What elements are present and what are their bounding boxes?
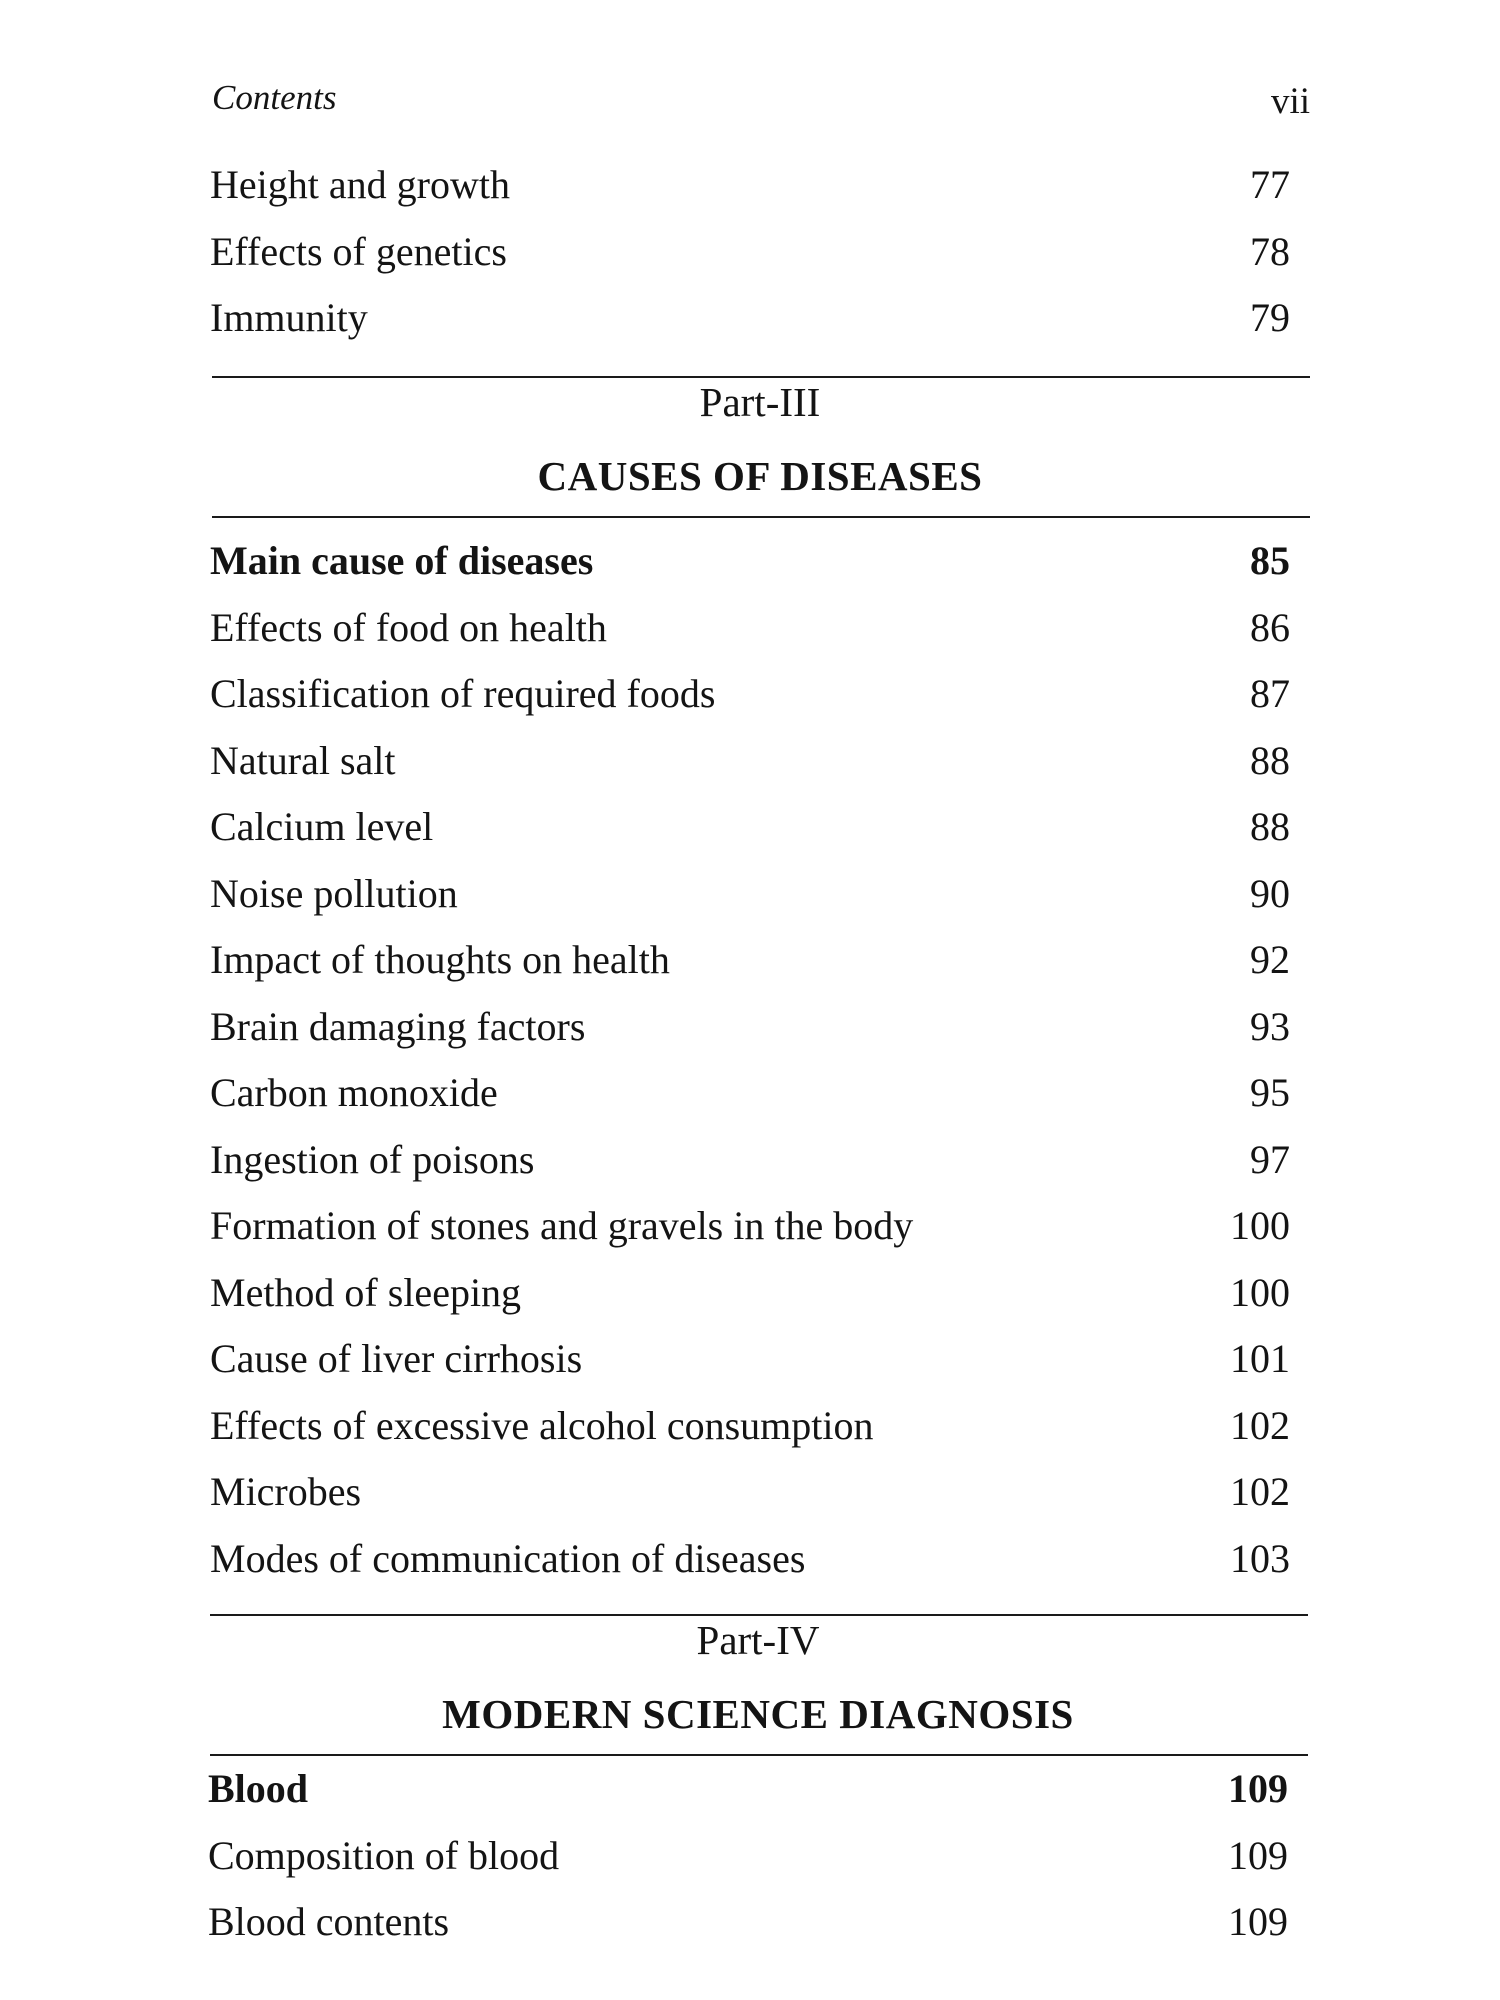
toc-entry <box>210 728 1290 795</box>
toc-entry-label: Microbes <box>210 1469 362 1514</box>
toc-entry-label: Blood contents <box>208 1899 450 1944</box>
toc-entry <box>210 794 1290 861</box>
toc-entry-label: Impact of thoughts on health <box>210 937 670 982</box>
toc-entry <box>208 1889 1288 1956</box>
toc-section-part4 <box>208 1756 1288 1956</box>
toc-entry-label: Main cause of diseases <box>210 538 594 583</box>
toc-entry-page: 100 <box>1230 1269 1290 1315</box>
toc-entry <box>210 1459 1290 1526</box>
toc-entry-page: 100 <box>1230 1203 1290 1248</box>
divider-rule <box>212 516 1310 518</box>
toc-entry <box>208 1756 1288 1823</box>
toc-entry-page: 109 <box>1228 1832 1288 1878</box>
toc-entry-page: 109 <box>1228 1766 1288 1811</box>
toc-entry-page: 103 <box>1230 1535 1290 1581</box>
toc-entry-page: 87 <box>1250 671 1290 716</box>
toc-section-part3 <box>210 528 1290 1592</box>
toc-entry-label: Effects of genetics <box>210 228 507 274</box>
toc-entry-page: 88 <box>1250 737 1290 783</box>
toc-entry-page: 85 <box>1250 538 1290 583</box>
toc-entry-label: Natural salt <box>210 737 396 783</box>
toc-entry <box>210 1127 1290 1194</box>
toc-entry-label: Effects of food on health <box>210 604 607 650</box>
toc-entry-label: Composition of blood <box>208 1832 560 1878</box>
toc-entry <box>210 1260 1290 1327</box>
toc-entry-page: 79 <box>1250 295 1290 340</box>
toc-entry-label: Effects of excessive alcohol consumption <box>210 1402 874 1448</box>
toc-entry-page: 102 <box>1230 1469 1290 1514</box>
part-title: MODERN SCIENCE DIAGNOSIS <box>442 1691 1074 1737</box>
toc-entry-label: Ingestion of poisons <box>210 1136 535 1182</box>
toc-entry-label: Formation of stones and gravels in the body <box>210 1203 914 1248</box>
page-number: vii <box>1270 81 1310 122</box>
toc-entry-label: Modes of communication of diseases <box>210 1535 806 1581</box>
toc-entry <box>210 1060 1290 1127</box>
toc-entry-page: 95 <box>1250 1070 1290 1115</box>
toc-entry-page: 86 <box>1250 604 1290 650</box>
part-label: Part-IV <box>696 1617 820 1663</box>
toc-entry-label: Blood <box>208 1766 309 1811</box>
toc-entry-page: 92 <box>1250 937 1290 982</box>
toc-entry <box>210 661 1290 728</box>
running-head <box>212 78 1310 128</box>
toc-entry-page: 97 <box>1250 1136 1290 1182</box>
toc-entry-page: 78 <box>1250 228 1290 274</box>
toc-entry-label: Calcium level <box>210 804 434 849</box>
toc-entry-label: Method of sleeping <box>210 1269 522 1315</box>
toc-entry-page: 102 <box>1230 1402 1290 1448</box>
toc-entry-page: 88 <box>1250 804 1290 849</box>
toc-entry <box>210 528 1290 595</box>
toc-entry-label: Noise pollution <box>210 870 458 916</box>
toc-entry-label: Classification of required foods <box>210 671 716 716</box>
toc-entry-page: 93 <box>1250 1003 1290 1049</box>
toc-entry-page: 77 <box>1250 162 1290 207</box>
part-label: Part-III <box>699 379 821 425</box>
toc-entry <box>210 1326 1290 1393</box>
toc-entry-page: 90 <box>1250 870 1290 916</box>
toc-entry-label: Cause of liver cirrhosis <box>210 1336 583 1381</box>
toc-entry <box>208 1823 1288 1890</box>
running-head-title: Contents <box>212 78 337 117</box>
toc-entry <box>210 1526 1290 1593</box>
toc-entry <box>210 595 1290 662</box>
toc-entry <box>210 1393 1290 1460</box>
toc-entry-label: Immunity <box>210 295 368 340</box>
toc-entry <box>210 285 1290 352</box>
toc-entry <box>210 1193 1290 1260</box>
toc-entry-page: 101 <box>1230 1336 1290 1381</box>
toc-section-top <box>210 152 1290 352</box>
toc-entry <box>210 219 1290 286</box>
toc-entry <box>210 152 1290 219</box>
toc-entry-label: Height and growth <box>210 162 510 207</box>
toc-entry <box>210 861 1290 928</box>
toc-entry-page: 109 <box>1228 1899 1288 1944</box>
toc-entry-label: Carbon monoxide <box>210 1070 498 1115</box>
toc-entry <box>210 927 1290 994</box>
part-title: CAUSES OF DISEASES <box>537 453 983 499</box>
toc-entry-label: Brain damaging factors <box>210 1003 586 1049</box>
toc-entry <box>210 994 1290 1061</box>
